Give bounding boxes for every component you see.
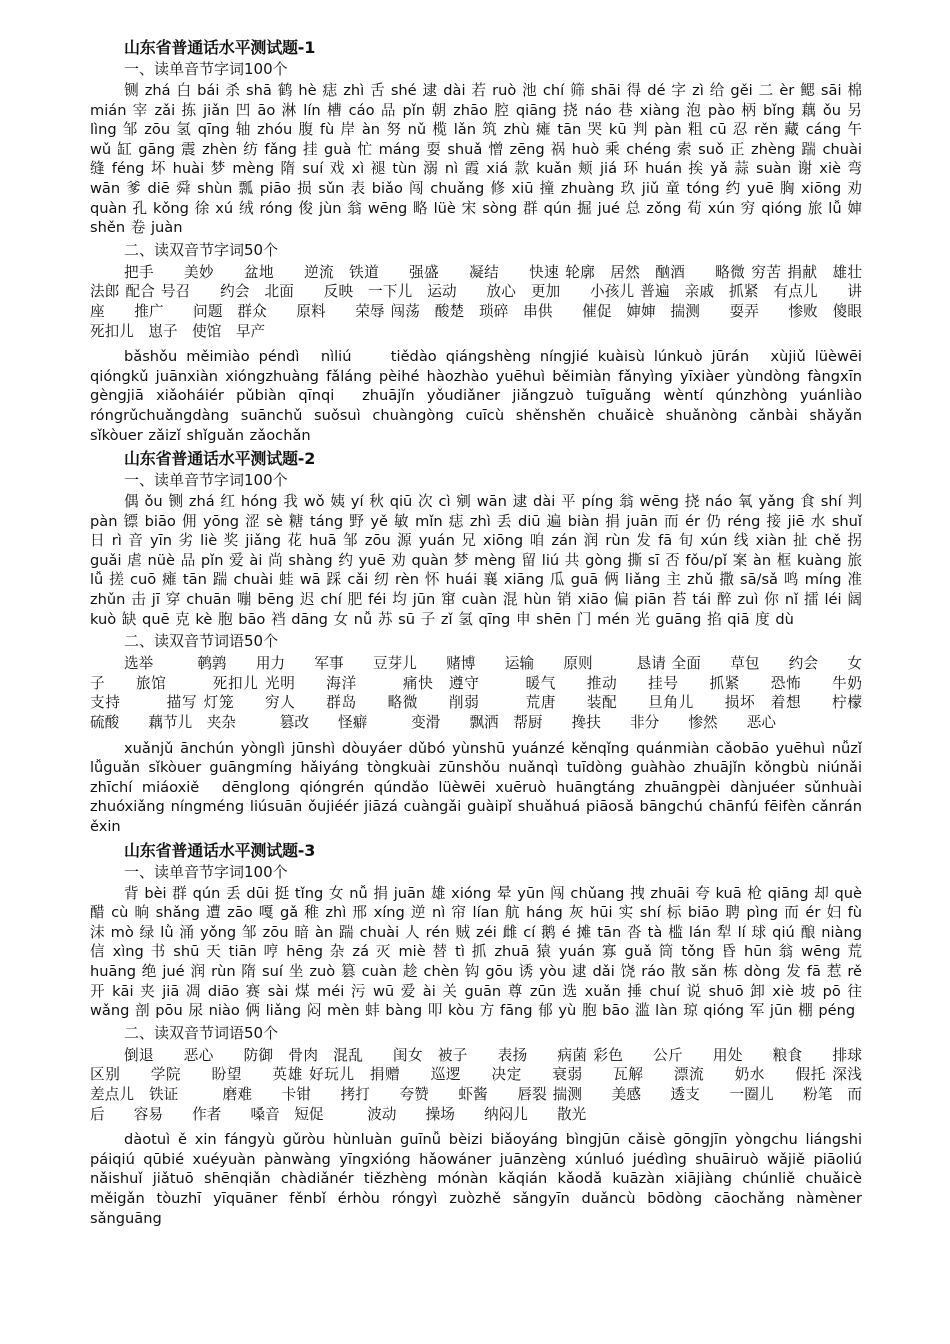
- double-syllable-pinyin: bǎshǒu měimiào péndì nìliú tiědào qiángshèng níngjié kuàisù lúnkuò jūrán xùjiǔ lüèwēi qióngkǔ juānxiàn xióngzhuàng fǎláng pèihé hàozhào yuēhuì běimiàn fǎnyìng yīxiàer yùndòng fàngxīn gèngjiā xiǎoháiér pǔbiàn qīnqi zhuājǐn yǒudiǎner jiǎngzuò tuīguǎng wèntí qúnzhòng yuánliào róngrǔchuǎngdàng suānchǔ suǒsuì chuàngòng cuīcù shěnshěn chuǎicè shuǎnòng cǎnbài shǎyǎn sǐkòuer zǎizǐ shǐguǎn zǎochǎn: [90, 348, 868, 444]
- section-heading-double: 二、读双音节词语50个: [124, 1023, 279, 1042]
- section-heading-single: 一、读单音节字词100个: [124, 862, 288, 881]
- single-syllable-list: 铡 zhá 白 bái 杀 shā 鹤 hè 痣 zhì 舌 shé 逮 dài 若 ruò 池 chí 筛 shāi 得 dé 字 zì 给 gěi 二 èr 鳃 sāi 棉 mián 宰 zǎi 拣 jiǎn 凹 āo 淋 lín 槽 cáo 品 pǐn 朝 zhāo 腔 qiāng 挠 náo 巷 xiàng 泡 pào 柄 bǐng 藕 ǒu 另 lìng 邹 zōu 氢 qīng 轴 zhóu 腹 fù 岸 àn 努 nǔ 榄 lǎn 筑 zhù 瘫 tān 哭 kū 判 pàn 粗 cū 忍 rěn 藏 cáng 午 wǔ 缸 gāng 震 zhèn 纺 fǎng 挂 guà 忙 máng 耍 shuǎ 憎 zēng 祸 huò 乘 chéng 索 suǒ 正 zhèng 踹 chuài 缝 féng 坏 huài 梦 mèng 隋 suí 戏 xì 褪 tùn 溺 nì 霞 xiá 款 kuǎn 颊 jiá 环 huán 挨 yǎ 蒜 suàn 谢 xiè 弯 wān 爹 diē 舜 shùn 瓢 piāo 损 sǔn 表 biǎo 闯 chuǎng 修 xiū 撞 zhuàng 玖 jiǔ 童 tóng 约 yuē 胸 xiōng 劝 quàn 孔 kǒng 徐 xú 绒 róng 俊 jùn 翁 wēng 略 lüè 宋 sòng 群 qún 掘 jué 总 zǒng 荀 xún 穷 qióng 旅 lǚ 婶 shěn 卷 juàn: [90, 82, 868, 237]
- test-3: [90, 840, 892, 1229]
- section-heading-double: 二、读双音节词语50个: [124, 632, 279, 651]
- test-2: [90, 449, 892, 837]
- double-syllable-pinyin: dàotuì ě xin fángyù gǔròu hùnluàn guīnǚ bèizi biǎoyáng bìngjūn cǎisè gōngjīn yòngchu liángshi páiqiú qūbié xuéyuàn pànwàng yīngxióng hǎowáner juānzèng xúnluó juédìng shuāiruò wǎjiě piāoliú nǎishuǐ jiǎtuō shēnqiǎn chàdiǎnér tiězhèng mónàn kǎqián kǎodǎ kuāzàn xiājiàng chúnliě chuǎicè měigǎn tòuzhī yīquāner fěnbǐ érhòu róngyì zuòzhě sǎngyīn duǎncù bōdòng cāochǎng nàmèner sǎnguāng: [90, 1131, 868, 1227]
- test-title: 山东省普通话水平测试题-2: [124, 449, 316, 469]
- section-heading-single: 一、读单音节字词100个: [124, 471, 288, 490]
- double-syllable-words: 把手 美妙 盆地 逆流 铁道 强盛 凝结 快速 轮廓 居然 酗酒 略微 穷苦 捐献 雄壮 法郎 配合 号召 约会 北面 反映 一下儿 运动 放心 更加 小孩儿 普遍 亲戚 抓紧 有点儿 讲座 推广 问题 群众 原料 荣辱 闯荡 酸楚 琐碎 串供 催促 婶婶 揣测 耍弄 惨败 傻眼 死扣儿 崽子 使馆 早产: [90, 263, 906, 340]
- single-syllable-list: 背 bèi 群 qún 丢 dūi 挺 tǐng 女 nǚ 捐 juān 雄 xióng 晕 yūn 闯 chǔang 拽 zhuāi 夸 kuā 枪 qiāng 却 què 醋 cù 晌 shǎng 遭 zāo 嘎 gǎ 稚 zhì 邢 xíng 逆 nì 帘 lían 航 háng 灰 hūi 实 shí 标 biāo 聘 pìng 而 ér 妇 fù 沫 mò 绿 lǜ 涌 yǒng 邹 zōu 暗 àn 踹 chuài 人 rén 贼 zéi 雌 cí 鹅 é 摊 tān 沓 tà 槛 lán 犁 lí 球 qiú 酿 niàng 信 xìng 书 shū 天 tiān 哼 hēng 杂 zá 灭 miè 替 tì 抓 zhuā 猿 yuán 寡 guǎ 筒 tǒng 昏 hūn 翁 wēng 荒 huāng 绝 jué 润 rùn 隋 suí 坐 zuò 篡 cuàn 趁 chèn 钩 gōu 诱 yòu 逮 dǎi 饶 ráo 散 sǎn 栋 dòng 发 fā 惹 rě 开 kāi 夹 jiā 凋 diāo 赛 sài 煤 méi 污 wū 爱 ài 关 guān 尊 zūn 选 xuǎn 捶 chuí 说 shuō 卸 xiè 坡 pō 往 wǎng 剖 pōu 尿 niào 俩 liǎng 闷 mèn 蚌 bàng 叩 kòu 方 fāng 郁 yù 胞 bāo 滥 làn 琼 qióng 军 jūn 棚 péng: [90, 884, 868, 1020]
- test-title: 山东省普通话水平测试题-1: [124, 38, 316, 57]
- double-syllable-words: 倒退 恶心 防御 骨肉 混乱 闺女 被子 表扬 病菌 彩色 公斤 用处 粮食 排球 区别 学院 盼望 英雄 好玩儿 捐赠 巡逻 决定 衰弱 瓦解 漂流 奶水 假托 深浅 差点儿 铁证 磨难 卡钳 拷打 夸赞 虾酱 唇裂 揣测 美感 透支 一圈儿 粉笔 而后 容易 作者 嗓音 短促 波动 操场 纳闷儿 散光: [90, 1046, 892, 1123]
- double-syllable-words: 选举 鹌鹑 用力 军事 豆芽儿 赌博 运输 原则 恳请 全面 草包 约会 女子 旅馆 死扣儿 光明 海洋 痛快 遵守 暖气 推动 挂号 抓紧 恐怖 牛奶 支持 描写 灯笼 穷人 群岛 略微 削弱 荒唐 装配 旦角儿 损坏 着想 柠檬 硫酸 藕节儿 夹杂 篡改 怪癖 变滑 飘洒 帮厨 搀扶 非分 惨然 恶心: [90, 655, 892, 732]
- double-syllable-pinyin: xuǎnjǔ ānchún yònglì jūnshì dòuyáer dǔbó yùnshū yuánzé kěnqǐng quánmiàn cǎobāo yuēhuì nǚzǐ lǚguǎn sǐkòuer guāngmíng hǎiyáng tòngkuài zūnshǒu nuǎnqì tuīdòng guàhào zhuājǐn kǒngbù niúnǎi zhīchí miáoxiě dēnglong qióngrén qúndǎo lüèwēi xuēruò huāngtáng zhuāngpèi dànjuéer sǔnhuài zhuóxiǎng níngméng liúsuān ǒujiéér jiāzá cuàngǎi guàipǐ shuǎhuá piāosǎ bāngchú chānfú fēifèn cǎnrán ěxin: [90, 739, 868, 835]
- test-1: [90, 38, 906, 445]
- test-title: 山东省普通话水平测试题-3: [124, 840, 316, 860]
- section-heading-double: 二、读双音节字词50个: [124, 240, 279, 259]
- section-heading-single: 一、读单音节字词100个: [124, 60, 288, 78]
- single-syllable-list: 偶 ǒu 铡 zhá 红 hóng 我 wǒ 姨 yí 秋 qiū 次 cì 剜 wān 逮 dài 平 píng 翁 wēng 挠 náo 氧 yǎng 食 shí 判 pàn 镖 biāo 佣 yōng 涩 sè 糖 táng 野 yě 敏 mǐn 痣 zhì 丢 diū 遍 biàn 捐 juān 而 ér 仍 réng 接 jiē 水 shuǐ 日 rì 音 yīn 劣 liè 奖 jiǎng 花 huā 邹 zōu 源 yuán 兄 xiōng 咱 zán 润 rùn 发 fā 旬 xún 线 xiàn 扯 chě 拐 guǎi 虐 nüè 品 pǐn 爱 ài 尚 shàng 约 yuē 劝 quàn 梦 mèng 留 liú 共 gòng 撕 sī 否 fǒu/pǐ 案 àn 框 kuàng 旅 lǚ 搓 cuō 瘫 tān 踹 chuài 蛙 wā 踩 cǎi 纫 rèn 怀 huái 襄 xiāng 瓜 guā 俩 liǎng 主 zhǔ 撒 sā/sǎ 鸣 míng 准 zhǔn 击 jī 穿 chuān 嘣 bēng 迟 chí 肥 féi 均 jūn 窜 cuàn 混 hùn 销 xiāo 偏 piān 苔 tái 醉 zuì 你 nǐ 擂 léi 阔 kuò 缺 quē 克 kè 胞 bāo 裆 dāng 女 nǚ 苏 sū 子 zǐ 氢 qīng 申 shēn 门 mén 光 guāng 掐 qiā 度 dù: [90, 493, 868, 628]
